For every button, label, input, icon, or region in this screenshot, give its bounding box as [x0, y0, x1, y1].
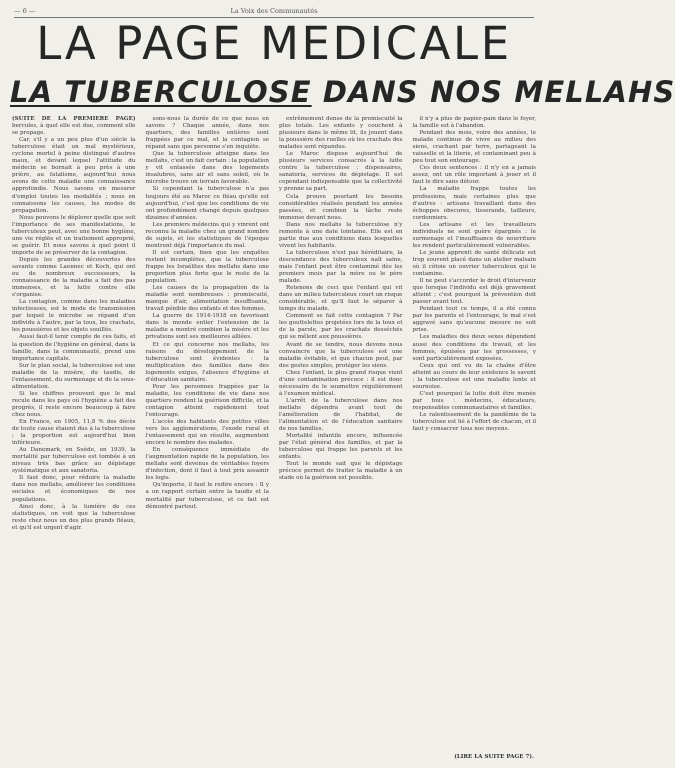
- paragraph: Avant de se tendre, nous devons nous convaincre que la tuberculose est une maladie évitable, et que chacun peut, par des gestes simples, protéger les siens.: [279, 341, 403, 369]
- page-title: LA PAGE MEDICALE: [36, 17, 512, 70]
- paragraph: Il ne peut s'accorder le droit d'intervenir que lorsque l'individu est déjà gravement atteint ; c'est pourquoi la prévention doit passer avant tout.: [412, 278, 536, 306]
- paragraph: bercules, à quel elle est due, comment elle se propage.: [12, 123, 136, 137]
- paragraph: sons-nous la durée de ce que nous en savons ? Chaque année, dans nos quartiers, des familles entières sont frappées par ce mal, et la contagion se répand sans que personne s'en inquiète.: [145, 116, 269, 151]
- paragraph: Comment se fait cette contagion ? Par les gouttelettes projetées lors de la toux et de la parole, par les crachats desséchés qui se mêlent aux poussières.: [279, 313, 403, 341]
- paragraph: il n'y a plus de papier-pain dans le foyer, la famille est à l'abandon.: [412, 116, 536, 130]
- text-column-4: [413, 116, 537, 756]
- paragraph: Ces deux sentences : il n'y en a jamais assez, ont un rôle important à jouer et il faut le dire sans détour.: [412, 165, 536, 186]
- paragraph: Que la tuberculose atteigne dans les mellahs, c'est un fait certain : la population y vit entassée dans des logements insalubres, sans air et sans soleil, où le microbe trouve un terrain favorable.: [145, 151, 269, 186]
- paragraph: Les artisans et les travailleurs individuels ne sont guère épargnés : le surmenage et l'insuffisance de nourriture les rendent particulièrement vulnérables.: [412, 221, 536, 249]
- text-column-1: [12, 116, 136, 756]
- paragraph: L'arrêt de la tuberculose dans nos mellahs dépendra avant tout de l'amélioration de l'habitat, de l'alimentation et de l'éducation sanitaire de nos familles.: [279, 397, 403, 433]
- continued-notice: (LIRE LA SUITE PAGE 7).: [450, 754, 534, 760]
- paragraph: Aussi faut-il tenir compte de ces faits, et la question de l'hygiène en général, dans la famille, dans la communauté, prend une importance capitale.: [12, 334, 136, 362]
- paragraph: La maladie frappe toutes les professions, mais certaines plus que d'autres : artisans travaillant dans des échoppes obscures, tisserands, tailleurs, cordonniers.: [412, 186, 536, 221]
- paragraph: Et ce qui concerne nos mellahs, les raisons du développement de la tuberculose sont évidentes : la multiplication des familles dans des logements exigus, l'absence d'hygiène et d'éducation sanitaire.: [145, 341, 269, 383]
- paragraph: Les maladies des deux sexes dépendent aussi des conditions du travail, et les femmes, épuisées par les grossesses, y sont particulièrement exposées.: [412, 334, 536, 362]
- paragraph: Depuis les grandes découvertes des savants comme Laennec et Koch, qui ont eu de nombreux successeurs, la connaissance de la maladie a fait des pas immenses, et la lutte contre elle s'organise.: [12, 256, 136, 299]
- headline-rest: DANS NOS MELLAHS: [311, 75, 675, 109]
- paragraph: Ceux qui ont vu de la chaîne d'être atteint au cours de leur existence le savent : la tuberculose est une maladie lente et sournoise.: [412, 362, 536, 390]
- paragraph: La guerre de 1914-1918 en favorisant dans le monde entier l'extension de la maladie a montré combien la misère et les privations sont ses meilleures alliées.: [145, 313, 269, 341]
- page-number: — 6 —: [14, 7, 36, 15]
- paragraph: En France, en 1905, 11,8 % des décès de toute cause étaient dus à la tuberculose ; la proportion est aujourd'hui bien inférieure.: [12, 419, 136, 447]
- paragraph: Qu'importe, il faut le redire encore : Il y a un rapport certain entre la taudis et la mortalité par tuberculose, et ce fait est démontré partout.: [145, 482, 269, 510]
- article-headline: [10, 75, 675, 109]
- paragraph: Si cependant la tuberculose n'a pas toujours été au Maroc ce fléau qu'elle est aujourd'hui, c'est que les conditions de vie ont profondément changé depuis quelques dizaines d'années.: [145, 186, 269, 221]
- paragraph: Le jeune apprenti de santé délicate est trop souvent placé dans un atelier malsain où il côtoie un ouvrier tuberculeux qui le contamine.: [412, 249, 536, 278]
- paragraph: Mortalité infantile encore, influencée par l'état général des familles, et par la tuberculose qui frappe les parents et les enfants.: [279, 433, 403, 461]
- paragraph: Il est certain, bien que les enquêtes restent incomplètes, que la tuberculose frappe les Israélites des mellahs dans une proportion plus forte que le reste de la population.: [145, 249, 269, 285]
- paragraph: Les premiers médecins qui y vinrent ont reconnu la maladie chez un grand nombre de sujets, et les statistiques de l'époque montrent déjà l'importance du mal.: [145, 221, 269, 249]
- paragraph: Au Danemark, en Suède, en 1939, la mortalité par tuberculose est tombée à un niveau très bas grâce au dépistage systématique et aux sanatoria.: [12, 447, 136, 475]
- paragraph: Retenons de ceci que l'enfant qui vit dans un milieu tuberculeux court un risque considérable, et qu'il faut le séparer à temps du malade.: [279, 285, 403, 313]
- paragraph: Chez l'enfant, le plus grand risque vient d'une contamination précoce : il est donc nécessaire de le soumettre régulièrement à l'examen médical.: [279, 369, 403, 397]
- paragraph: Pendant des mois, voire des années, le malade continue de vivre au milieu des siens, crachant par terre, partageant la vaisselle et la literie, et contaminant peu à peu tout son entourage.: [412, 130, 536, 165]
- paragraph: Le Maroc dispose aujourd'hui de plusieurs services consacrés à la lutte contre la tuberculose : dispensaires, sanatoria, services de dépistage. Il est cependant indispensable que la collectivité y prenne sa part.: [279, 151, 403, 193]
- paragraph: Il faut donc, pour réduire la maladie dans nos mellahs, améliorer les conditions sociales et économiques de nos populations.: [12, 475, 136, 503]
- headline-lede: LA TUBERCULOSE: [10, 75, 312, 109]
- paragraph: Les causes de la propagation de la maladie sont nombreuses : promiscuité, manque d'air, alimentation insuffisante, travail pénible des enfants et des femmes.: [145, 285, 269, 313]
- paragraph: Pendant tout ce temps, il a été connu par les parents et l'entourage, le mal s'est aggravé sans qu'aucune mesure ne soit prise.: [412, 306, 536, 334]
- paragraph: Si les chiffres prouvent que le mal recule dans les pays où l'hygiène a fait des progrès, il reste encore beaucoup à faire chez nous.: [12, 390, 136, 418]
- article-kicker: (SUITE DE LA PREMIERE PAGE): [12, 116, 136, 122]
- paragraph: La contagion, comme dans les maladies infectieuses, est le mode de transmission par lequel le microbe se répand d'un individu à l'autre, par la toux, les crachats, les poussières et les objets souillés.: [12, 299, 136, 334]
- paragraph: Cela prouve pourtant les besoins considérables réalisés pendant les années passées, et combien la tâche reste immense devant nous.: [279, 193, 403, 221]
- running-head: [14, 7, 534, 17]
- article-body: [12, 116, 536, 756]
- paragraph: La tuberculose n'est pas héréditaire, la descendance des tuberculeux naît saine, mais l'enfant peut être contaminé dès les premiers mois par la mère ou le père malade.: [279, 249, 403, 285]
- paragraph: En conséquence immédiate de l'augmentation rapide de la population, les mellahs sont devenus de véritables foyers d'infection, dont il faut à tout prix assainir les logis.: [145, 447, 269, 482]
- paragraph: C'est pourquoi la lutte doit être menée par tous : médecins, éducateurs, responsables communautaires et familles.: [412, 390, 536, 411]
- text-column-3: [279, 116, 403, 756]
- paragraph: Tout le monde sait que le dépistage précoce permet de traiter la maladie à un stade où la guérison est possible.: [279, 461, 403, 482]
- paragraph: Car, s'il y a un peu plus d'un siècle la tuberculose était un mal mystérieux, cyclone mortel à peine distingué d'autres maux, et devant lequel l'attitude du médecin se bornait à peu près à une prière, au fatalisme, aujourd'hui nous avons de cette maladie une connaissance approfondie. Nous savons en mesurer d'emploi toutes les modalités ; nous en connaissons les causes, les modes de propagation.: [12, 137, 136, 214]
- paragraph: Dans nos mellahs la tuberculose n'y remonte à une date lointaine. Elle est en partie due aux conditions dans lesquelles vivent les habitants.: [279, 221, 403, 249]
- lead-paragraph: [12, 116, 136, 137]
- paragraph: Sur le plan social, la tuberculose est une maladie de la misère, du taudis, de l'entassement, du surmenage et de la sous-alimentation.: [12, 362, 136, 390]
- text-column-2: [146, 116, 270, 756]
- paragraph: Le ralentissement de la pandémie de la tuberculose est lié à l'effort de chacun, et il faut y consacrer tous nos moyens.: [412, 411, 536, 433]
- journal-name: La Voix des Communautés: [230, 7, 318, 15]
- paragraph: Ainsi donc, à la lumière de ces statistiques, on voit que la tuberculose reste chez nous un des plus grands fléaux, et qu'il est urgent d'agir.: [12, 503, 136, 531]
- paragraph: extrêmement dense de la promiscuité la plus totale. Les enfants y couchent à plusieurs dans le même lit, ils jouent dans la poussière des ruelles où les crachats des malades sont répandus.: [279, 116, 403, 151]
- paragraph: Nous pouvons le déplorer quelle que soit l'importance de ses manifestations, le tuberculeux peut, avec une bonne hygiène, une vie réglée et un traitement approprié, se guérir. Et nous savons à quel point il importe de se préserver de la contagion.: [12, 214, 136, 256]
- paragraph: Pour les personnes frappées par la maladie, les conditions de vie dans nos quartiers rendent la guérison difficile, et la contagion atteint rapidement tout l'entourage.: [145, 383, 269, 418]
- paragraph: L'accès des habitants des petites villes vers les agglomérations, l'exode rural et l'entassement qui en résulte, augmentent encore le nombre des malades.: [145, 419, 269, 447]
